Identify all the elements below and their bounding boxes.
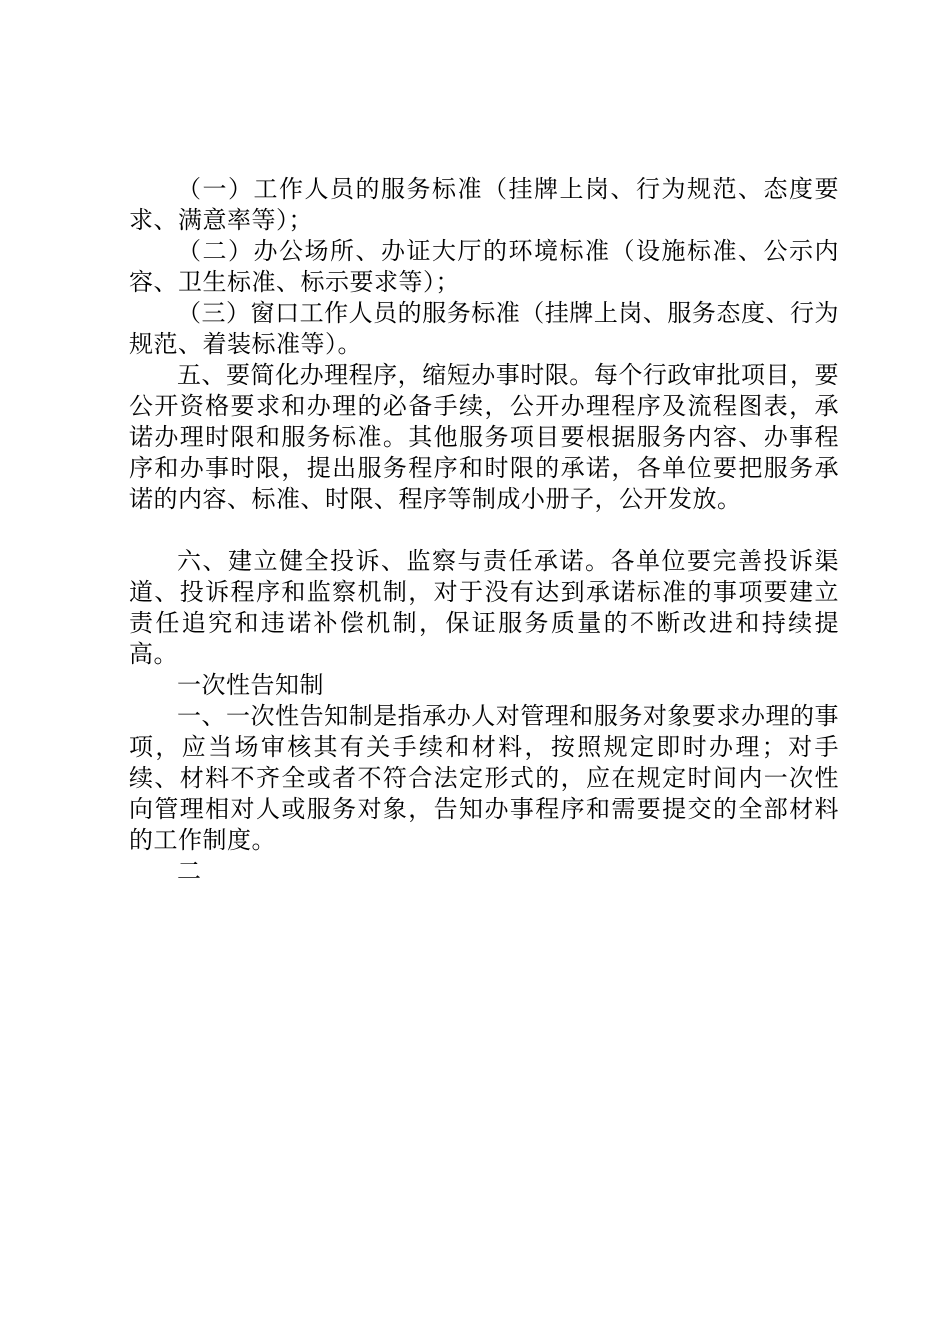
paragraph-window-staff-standard: （三）窗口工作人员的服务标准（挂牌上岗、服务态度、行为规范、着装标准等）。 — [129, 299, 839, 358]
paragraph-spacer — [129, 515, 839, 546]
paragraph-item-two: 二 — [177, 857, 202, 885]
paragraph-section-five: 五、要简化办理程序，缩短办事时限。每个行政审批项目，要公开资格要求和办理的必备手续，公开办理程序及流程图表，承诺办理时限和服务标准。其他服务项目要根据服务内容、办事程序和办事时限，提出服务程序和时限的承诺，各单位要把服务承诺的内容、标准、时限、程序等制成小册子，公开发放。 — [129, 361, 839, 513]
document-body — [129, 174, 839, 887]
section-heading-one-time-notice: 一次性告知制 — [177, 671, 324, 699]
paragraph-one-time-notice-definition: 一、一次性告知制是指承办人对管理和服务对象要求办理的事项，应当场审核其有关手续和材料，按照规定即时办理；对手续、材料不齐全或者不符合法定形式的，应在规定时间内一次性向管理相对人或服务对象，告知办事程序和需要提交的全部材料的工作制度。 — [129, 702, 839, 854]
paragraph-service-standard-staff: （一）工作人员的服务标准（挂牌上岗、行为规范、态度要求、满意率等）； — [129, 175, 839, 234]
paragraph-office-environment-standard: （二）办公场所、办证大厅的环境标准（设施标准、公示内容、卫生标准、标示要求等）； — [129, 237, 839, 296]
paragraph-section-six: 六、建立健全投诉、监察与责任承诺。各单位要完善投诉渠道、投诉程序和监察机制，对于没有达到承诺标准的事项要建立责任追究和违诺补偿机制，保证服务质量的不断改进和持续提高。 — [129, 547, 839, 668]
